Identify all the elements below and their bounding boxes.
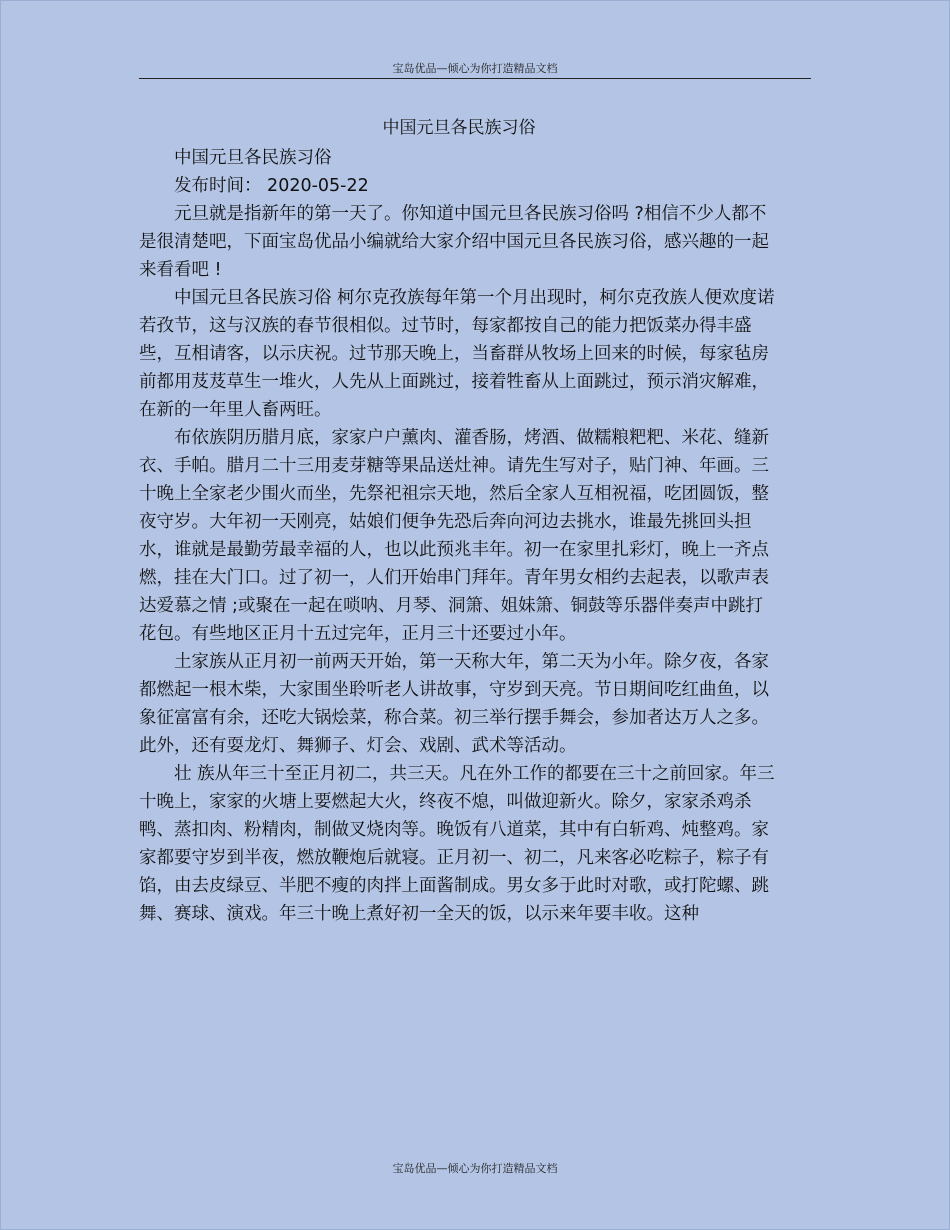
page-header: 宝岛优品—倾心为你打造精品文档 — [392, 62, 558, 75]
paragraph-subtitle: 中国元旦各民族习俗 — [174, 148, 332, 168]
page-footer: 宝岛优品—倾心为你打造精品文档 — [392, 1162, 558, 1175]
document-title: 中国元旦各民族习俗 — [382, 118, 536, 138]
paragraph-intro: 元旦就是指新年的第一天了。你知道中国元旦各民族习俗吗 ?相信不少人都不是很清楚吧，下面宝岛优品小编就给大家介绍中国元旦各民族习俗，感兴趣的一起来看看吧 ! — [139, 204, 769, 280]
paragraph-zhuang: 壮 族从年三十至正月初二，共三天。凡在外工作的都要在三十之前回家。年三十晚上，家家的火塘上要燃起大火，终夜不熄，叫做迎新火。除夕，家家杀鸡杀鸭、蒸扣肉、粉精肉，制做叉烧肉等。晚饭有八道菜，其中有白斩鸡、炖整鸡。家家都要守岁到半夜，燃放鞭炮后就寝。正月初一、初二，凡来客必吃粽子，粽子有馅，由去皮绿豆、半肥不瘦的肉拌上面酱制成。男女多于此时对歌，或打陀螺、跳舞、赛球、演戏。年三十晚上煮好初一全天的饭，以示来年要丰收。这种 — [139, 764, 775, 924]
paragraph-kirgiz: 中国元旦各民族习俗 柯尔克孜族每年第一个月出现时，柯尔克孜族人便欢度诺若孜节，这与汉族的春节很相似。过节时，每家都按自己的能力把饭菜办得丰盛些，互相请客，以示庆祝。过节那天晚上，当畜群从牧场上回来的时候，每家毡房前都用芨芨草生一堆火，人先从上面跳过，接着牲畜从上面跳过，预示消灾解难，在新的一年里人畜两旺。 — [139, 288, 775, 420]
header-divider — [139, 78, 811, 79]
paragraph-buyi: 布依族阴历腊月底，家家户户薰肉、灌香肠，烤酒、做糯粮粑粑、米花、缝新衣、手帕。腊月二十三用麦芽糖等果品送灶神。请先生写对子，贴门神、年画。三十晚上全家老少围火而坐，先祭祀祖宗天地，然后全家人互相祝福，吃团圆饭，整夜守岁。大年初一天刚亮，姑娘们便争先恐后奔向河边去挑水，谁最先挑回头担水，谁就是最勤劳最幸福的人，也以此预兆丰年。初一在家里扎彩灯，晚上一齐点燃，挂在大门口。过了初一，人们开始串门拜年。青年男女相约去起表，以歌声表达爱慕之情 ;或聚在一起在唢呐、月琴、洞箫、姐妹箫、铜鼓等乐器伴奏声中跳打花包。有些地区正月十五过完年，正月三十还要过小年。 — [139, 428, 769, 644]
paragraph-tujia: 土家族从正月初一前两天开始，第一天称大年，第二天为小年。除夕夜，各家都燃起一根木柴，大家围坐聆听老人讲故事，守岁到天亮。节日期间吃红曲鱼，以象征富富有余，还吃大锅烩菜，称合菜。初三举行摆手舞会，参加者达万人之多。此外，还有耍龙灯、舞狮子、灯会、戏剧、武术等活动。 — [139, 652, 769, 756]
paragraph-publish-date: 发布时间： 2020-05-22 — [174, 176, 369, 196]
document-body — [139, 114, 779, 928]
